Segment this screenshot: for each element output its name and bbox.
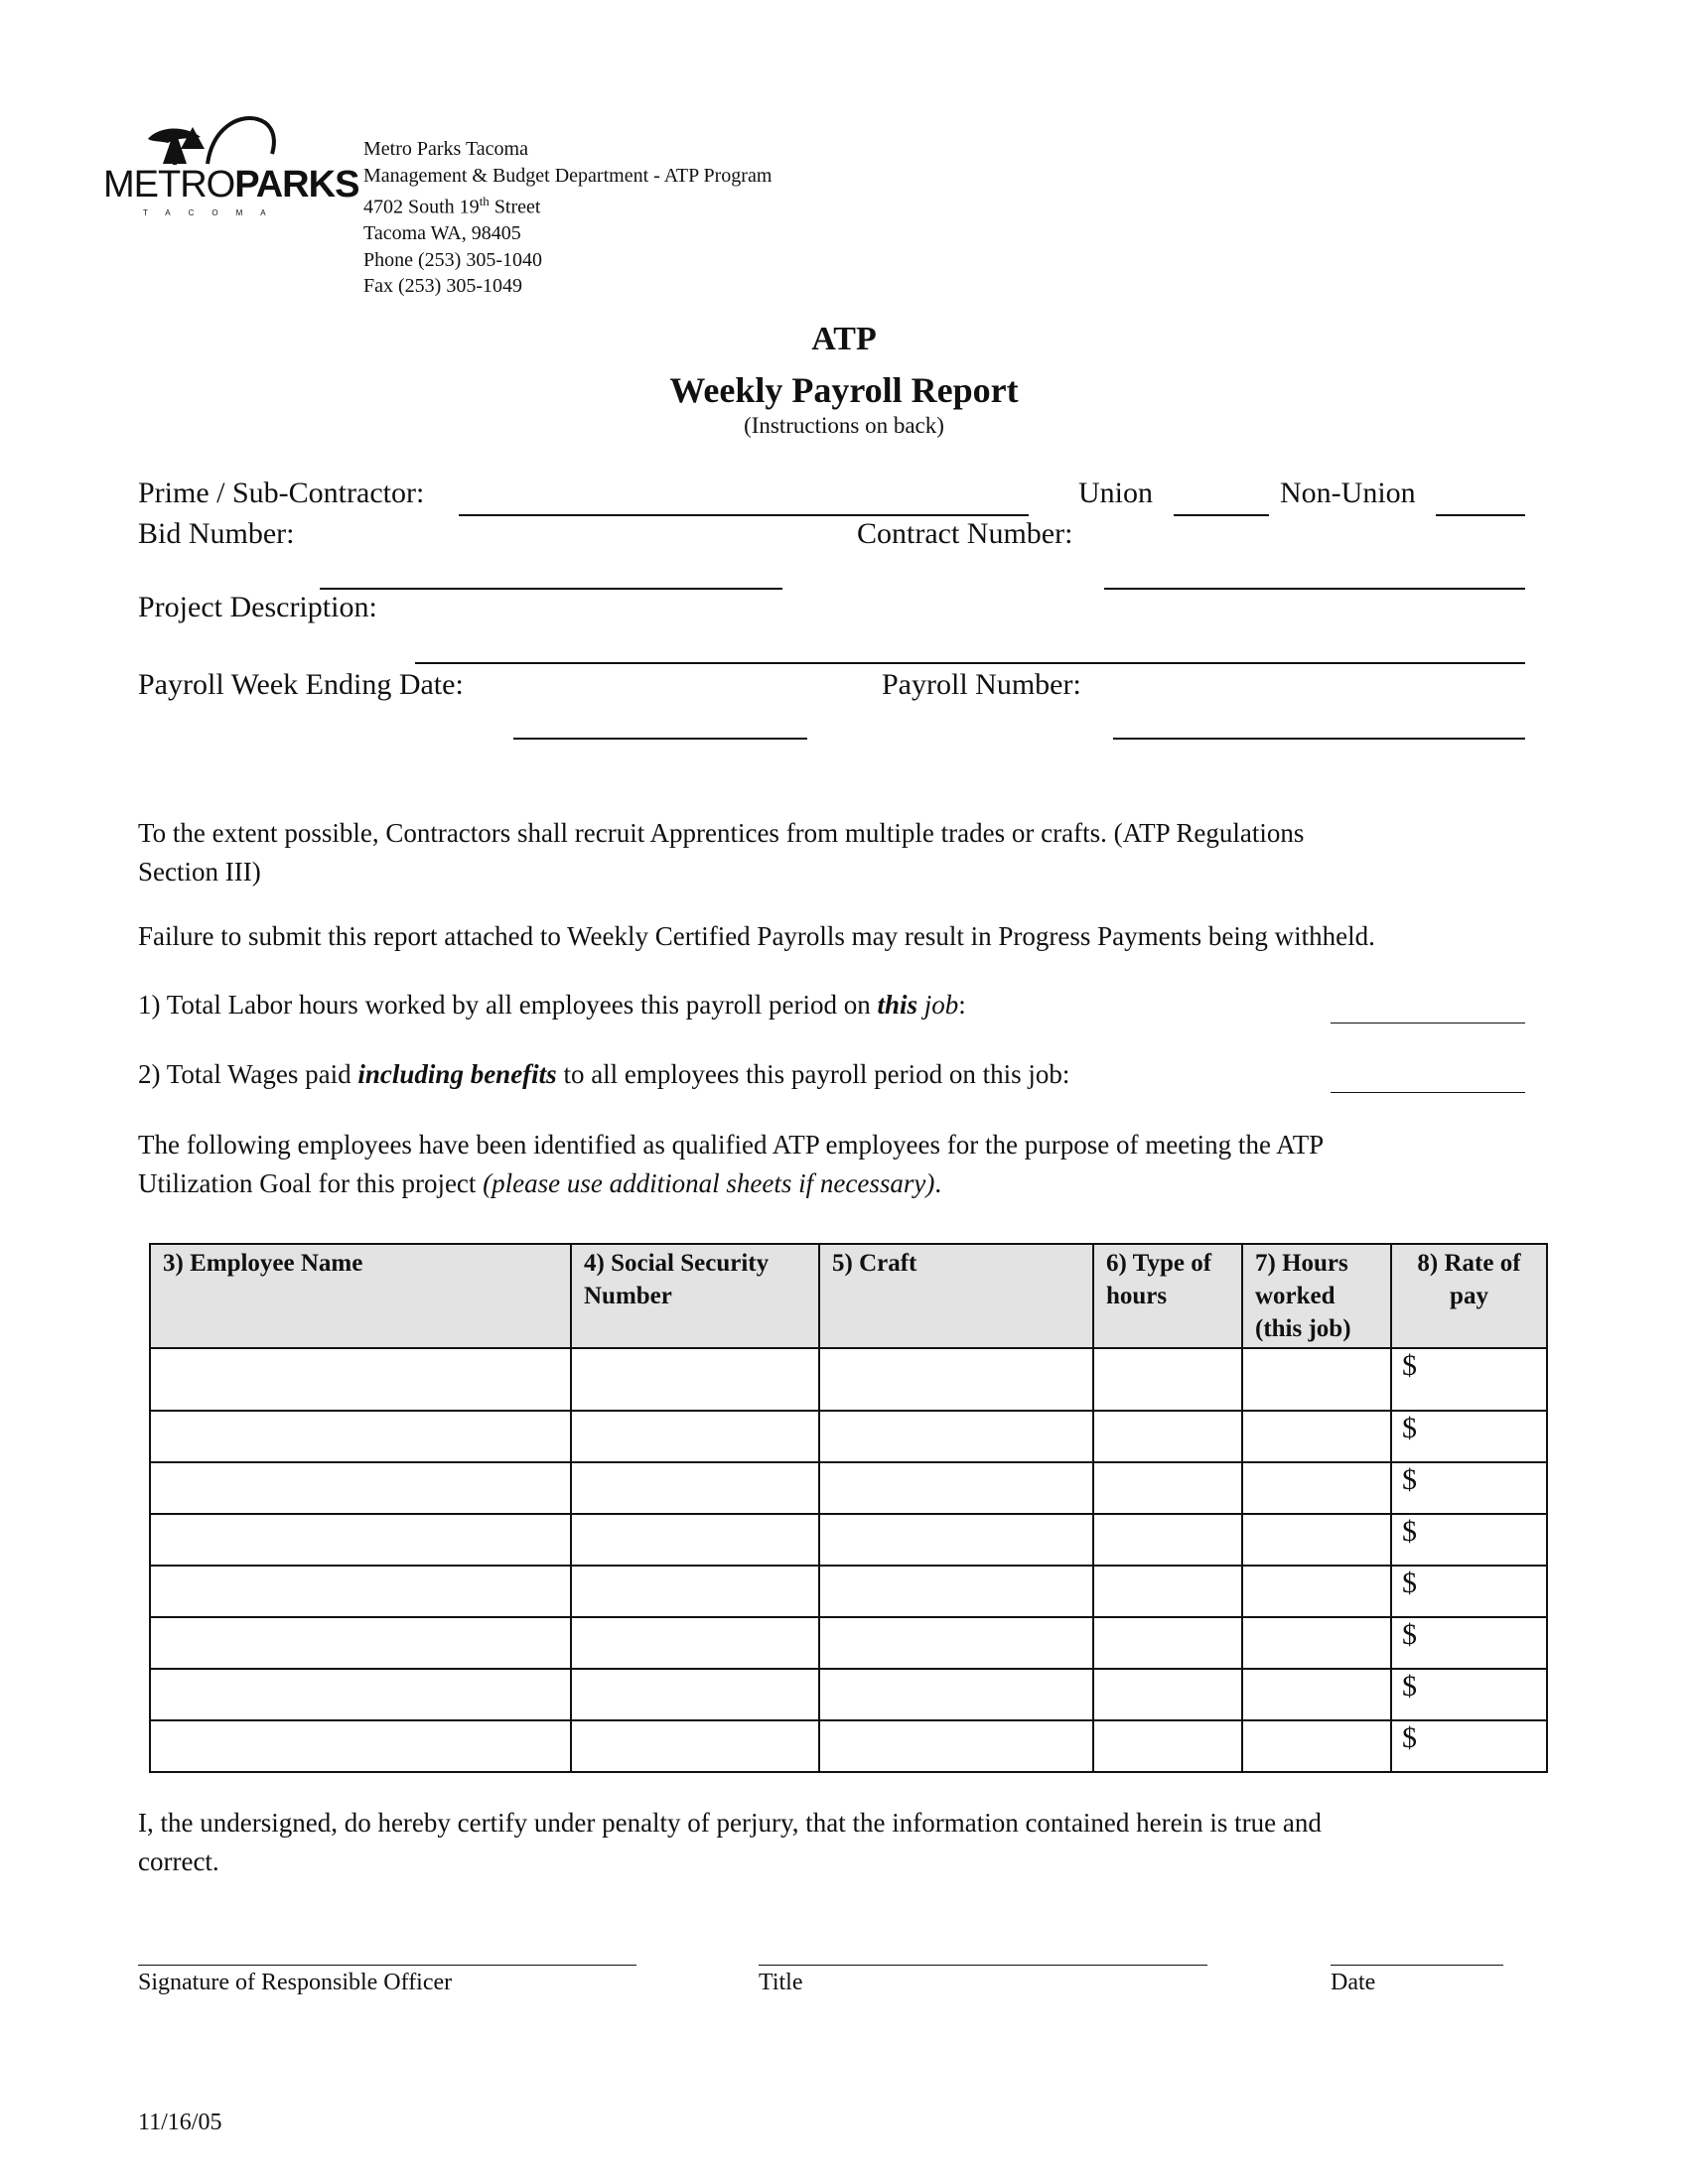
nonunion-field[interactable]	[1436, 514, 1525, 516]
cell-ssn[interactable]	[571, 1514, 819, 1566]
cell-employee-name[interactable]	[150, 1348, 571, 1411]
cell-craft[interactable]	[819, 1566, 1093, 1617]
cell-employee-name[interactable]	[150, 1514, 571, 1566]
cell-type-hours[interactable]	[1093, 1514, 1242, 1566]
col-hours-worked: 7) Hours worked (this job)	[1242, 1244, 1391, 1348]
cell-rate-pay[interactable]	[1391, 1514, 1547, 1566]
total-hours-field[interactable]	[1331, 1023, 1525, 1024]
logo-wordmark	[103, 164, 358, 206]
col-type-hours: 6) Type of hours	[1093, 1244, 1242, 1348]
currency-symbol: $	[1402, 1515, 1417, 1548]
cell-craft[interactable]	[819, 1617, 1093, 1669]
table-row	[150, 1566, 1547, 1617]
cell-type-hours[interactable]	[1093, 1720, 1242, 1772]
contractor-field[interactable]	[459, 514, 1029, 516]
cell-ssn[interactable]	[571, 1462, 819, 1514]
recruit-text: To the extent possible, Contractors shall recruit Apprentices from multiple trades or crafts. (ATP Regulations Section III)	[138, 818, 1305, 887]
instructions-note: (Instructions on back)	[744, 413, 944, 438]
cell-employee-name[interactable]	[150, 1462, 571, 1514]
certification-text: I, the undersigned, do hereby certify under penalty of perjury, that the information contained herein is true and correct.	[138, 1808, 1322, 1876]
page-title: ATP	[811, 321, 877, 357]
form-date: 11/16/05	[138, 2110, 222, 2135]
cell-craft[interactable]	[819, 1411, 1093, 1462]
currency-symbol: $	[1402, 1721, 1417, 1754]
cell-craft[interactable]	[819, 1720, 1093, 1772]
union-field[interactable]	[1174, 514, 1269, 516]
title-field[interactable]	[759, 1965, 1207, 1966]
contract-field[interactable]	[1104, 588, 1525, 590]
cell-hours-worked[interactable]	[1242, 1566, 1391, 1617]
fax: Fax (253) 305-1049	[363, 275, 522, 298]
cell-employee-name[interactable]	[150, 1411, 571, 1462]
cell-hours-worked[interactable]	[1242, 1348, 1391, 1411]
total-wages-field[interactable]	[1331, 1092, 1525, 1093]
union-label: Union	[1078, 477, 1153, 509]
currency-symbol: $	[1402, 1412, 1417, 1444]
cell-employee-name[interactable]	[150, 1617, 571, 1669]
cell-hours-worked[interactable]	[1242, 1720, 1391, 1772]
table-row	[150, 1411, 1547, 1462]
currency-symbol: $	[1402, 1618, 1417, 1651]
project-field[interactable]	[415, 662, 1525, 664]
signature-field[interactable]	[138, 1965, 636, 1966]
street: 4702 South 19th Street	[363, 194, 541, 218]
cell-ssn[interactable]	[571, 1348, 819, 1411]
col-ssn: 4) Social Security Number	[571, 1244, 819, 1348]
week-label: Payroll Week Ending Date:	[138, 668, 464, 701]
table-row	[150, 1669, 1547, 1720]
tree-icon	[123, 109, 282, 169]
table-header-row	[150, 1244, 1547, 1348]
payroll-number-label: Payroll Number:	[882, 668, 1081, 701]
cell-type-hours[interactable]	[1093, 1566, 1242, 1617]
contract-label: Contract Number:	[857, 517, 1073, 550]
cell-rate-pay[interactable]	[1391, 1462, 1547, 1514]
signature-label: Signature of Responsible Officer	[138, 1970, 453, 1995]
cell-hours-worked[interactable]	[1242, 1411, 1391, 1462]
cell-type-hours[interactable]	[1093, 1348, 1242, 1411]
col-craft: 5) Craft	[819, 1244, 1093, 1348]
city: Tacoma WA, 98405	[363, 222, 521, 245]
cell-rate-pay[interactable]	[1391, 1617, 1547, 1669]
failure-text: Failure to submit this report attached to Weekly Certified Payrolls may result in Progress Payments being withheld.	[138, 921, 1375, 951]
cell-rate-pay[interactable]	[1391, 1669, 1547, 1720]
cell-rate-pay[interactable]	[1391, 1348, 1547, 1411]
cell-ssn[interactable]	[571, 1411, 819, 1462]
department: Management & Budget Department - ATP Program	[363, 164, 773, 187]
cell-hours-worked[interactable]	[1242, 1462, 1391, 1514]
cell-type-hours[interactable]	[1093, 1462, 1242, 1514]
title-label: Title	[759, 1970, 803, 1995]
logo-parks: PARKS	[234, 164, 359, 205]
currency-symbol: $	[1402, 1567, 1417, 1599]
cell-craft[interactable]	[819, 1348, 1093, 1411]
cell-craft[interactable]	[819, 1514, 1093, 1566]
cell-employee-name[interactable]	[150, 1720, 571, 1772]
date-label: Date	[1331, 1970, 1376, 1995]
address-block	[363, 136, 772, 300]
project-label: Project Description:	[138, 591, 377, 623]
question-1: 1) Total Labor hours worked by all employees this payroll period on this job:	[138, 990, 966, 1020]
cell-employee-name[interactable]	[150, 1566, 571, 1617]
cell-craft[interactable]	[819, 1462, 1093, 1514]
cell-type-hours[interactable]	[1093, 1617, 1242, 1669]
bid-label: Bid Number:	[138, 517, 295, 550]
table-row	[150, 1348, 1547, 1411]
logo-subtext: TACOMA	[143, 208, 284, 217]
cell-rate-pay[interactable]	[1391, 1411, 1547, 1462]
page-subtitle: Weekly Payroll Report	[669, 370, 1019, 410]
cell-type-hours[interactable]	[1093, 1669, 1242, 1720]
currency-symbol: $	[1402, 1670, 1417, 1703]
phone: Phone (253) 305-1040	[363, 248, 542, 271]
logo-metro: METRO	[103, 164, 235, 205]
cell-ssn[interactable]	[571, 1617, 819, 1669]
org-name: Metro Parks Tacoma	[363, 138, 528, 160]
date-field[interactable]	[1331, 1965, 1503, 1966]
table-row	[150, 1720, 1547, 1772]
metro-parks-logo	[103, 109, 359, 218]
cell-rate-pay[interactable]	[1391, 1720, 1547, 1772]
col-rate-pay: 8) Rate of pay	[1391, 1244, 1547, 1348]
cell-hours-worked[interactable]	[1242, 1514, 1391, 1566]
cell-employee-name[interactable]	[150, 1669, 571, 1720]
cell-hours-worked[interactable]	[1242, 1669, 1391, 1720]
question-2: 2) Total Wages paid including benefits to all employees this payroll period on this job:	[138, 1059, 1070, 1089]
currency-symbol: $	[1402, 1463, 1417, 1496]
nonunion-label: Non-Union	[1280, 477, 1416, 509]
cell-type-hours[interactable]	[1093, 1411, 1242, 1462]
week-field[interactable]	[513, 738, 807, 740]
cell-ssn[interactable]	[571, 1720, 819, 1772]
payroll-number-field[interactable]	[1113, 738, 1525, 740]
cell-ssn[interactable]	[571, 1669, 819, 1720]
cell-rate-pay[interactable]	[1391, 1566, 1547, 1617]
contractor-label: Prime / Sub-Contractor:	[138, 477, 425, 509]
cell-ssn[interactable]	[571, 1566, 819, 1617]
table-row	[150, 1617, 1547, 1669]
col-employee-name: 3) Employee Name	[150, 1244, 571, 1348]
cell-craft[interactable]	[819, 1669, 1093, 1720]
employee-table	[149, 1243, 1548, 1773]
table-row	[150, 1514, 1547, 1566]
table-row	[150, 1462, 1547, 1514]
cell-hours-worked[interactable]	[1242, 1617, 1391, 1669]
currency-symbol: $	[1402, 1349, 1417, 1382]
bid-field[interactable]	[320, 588, 782, 590]
employees-text: The following employees have been identified as qualified ATP employees for the purpose of meeting the ATP Utilization Goal for this project (please use additional sheets if necessary).	[138, 1130, 1325, 1198]
